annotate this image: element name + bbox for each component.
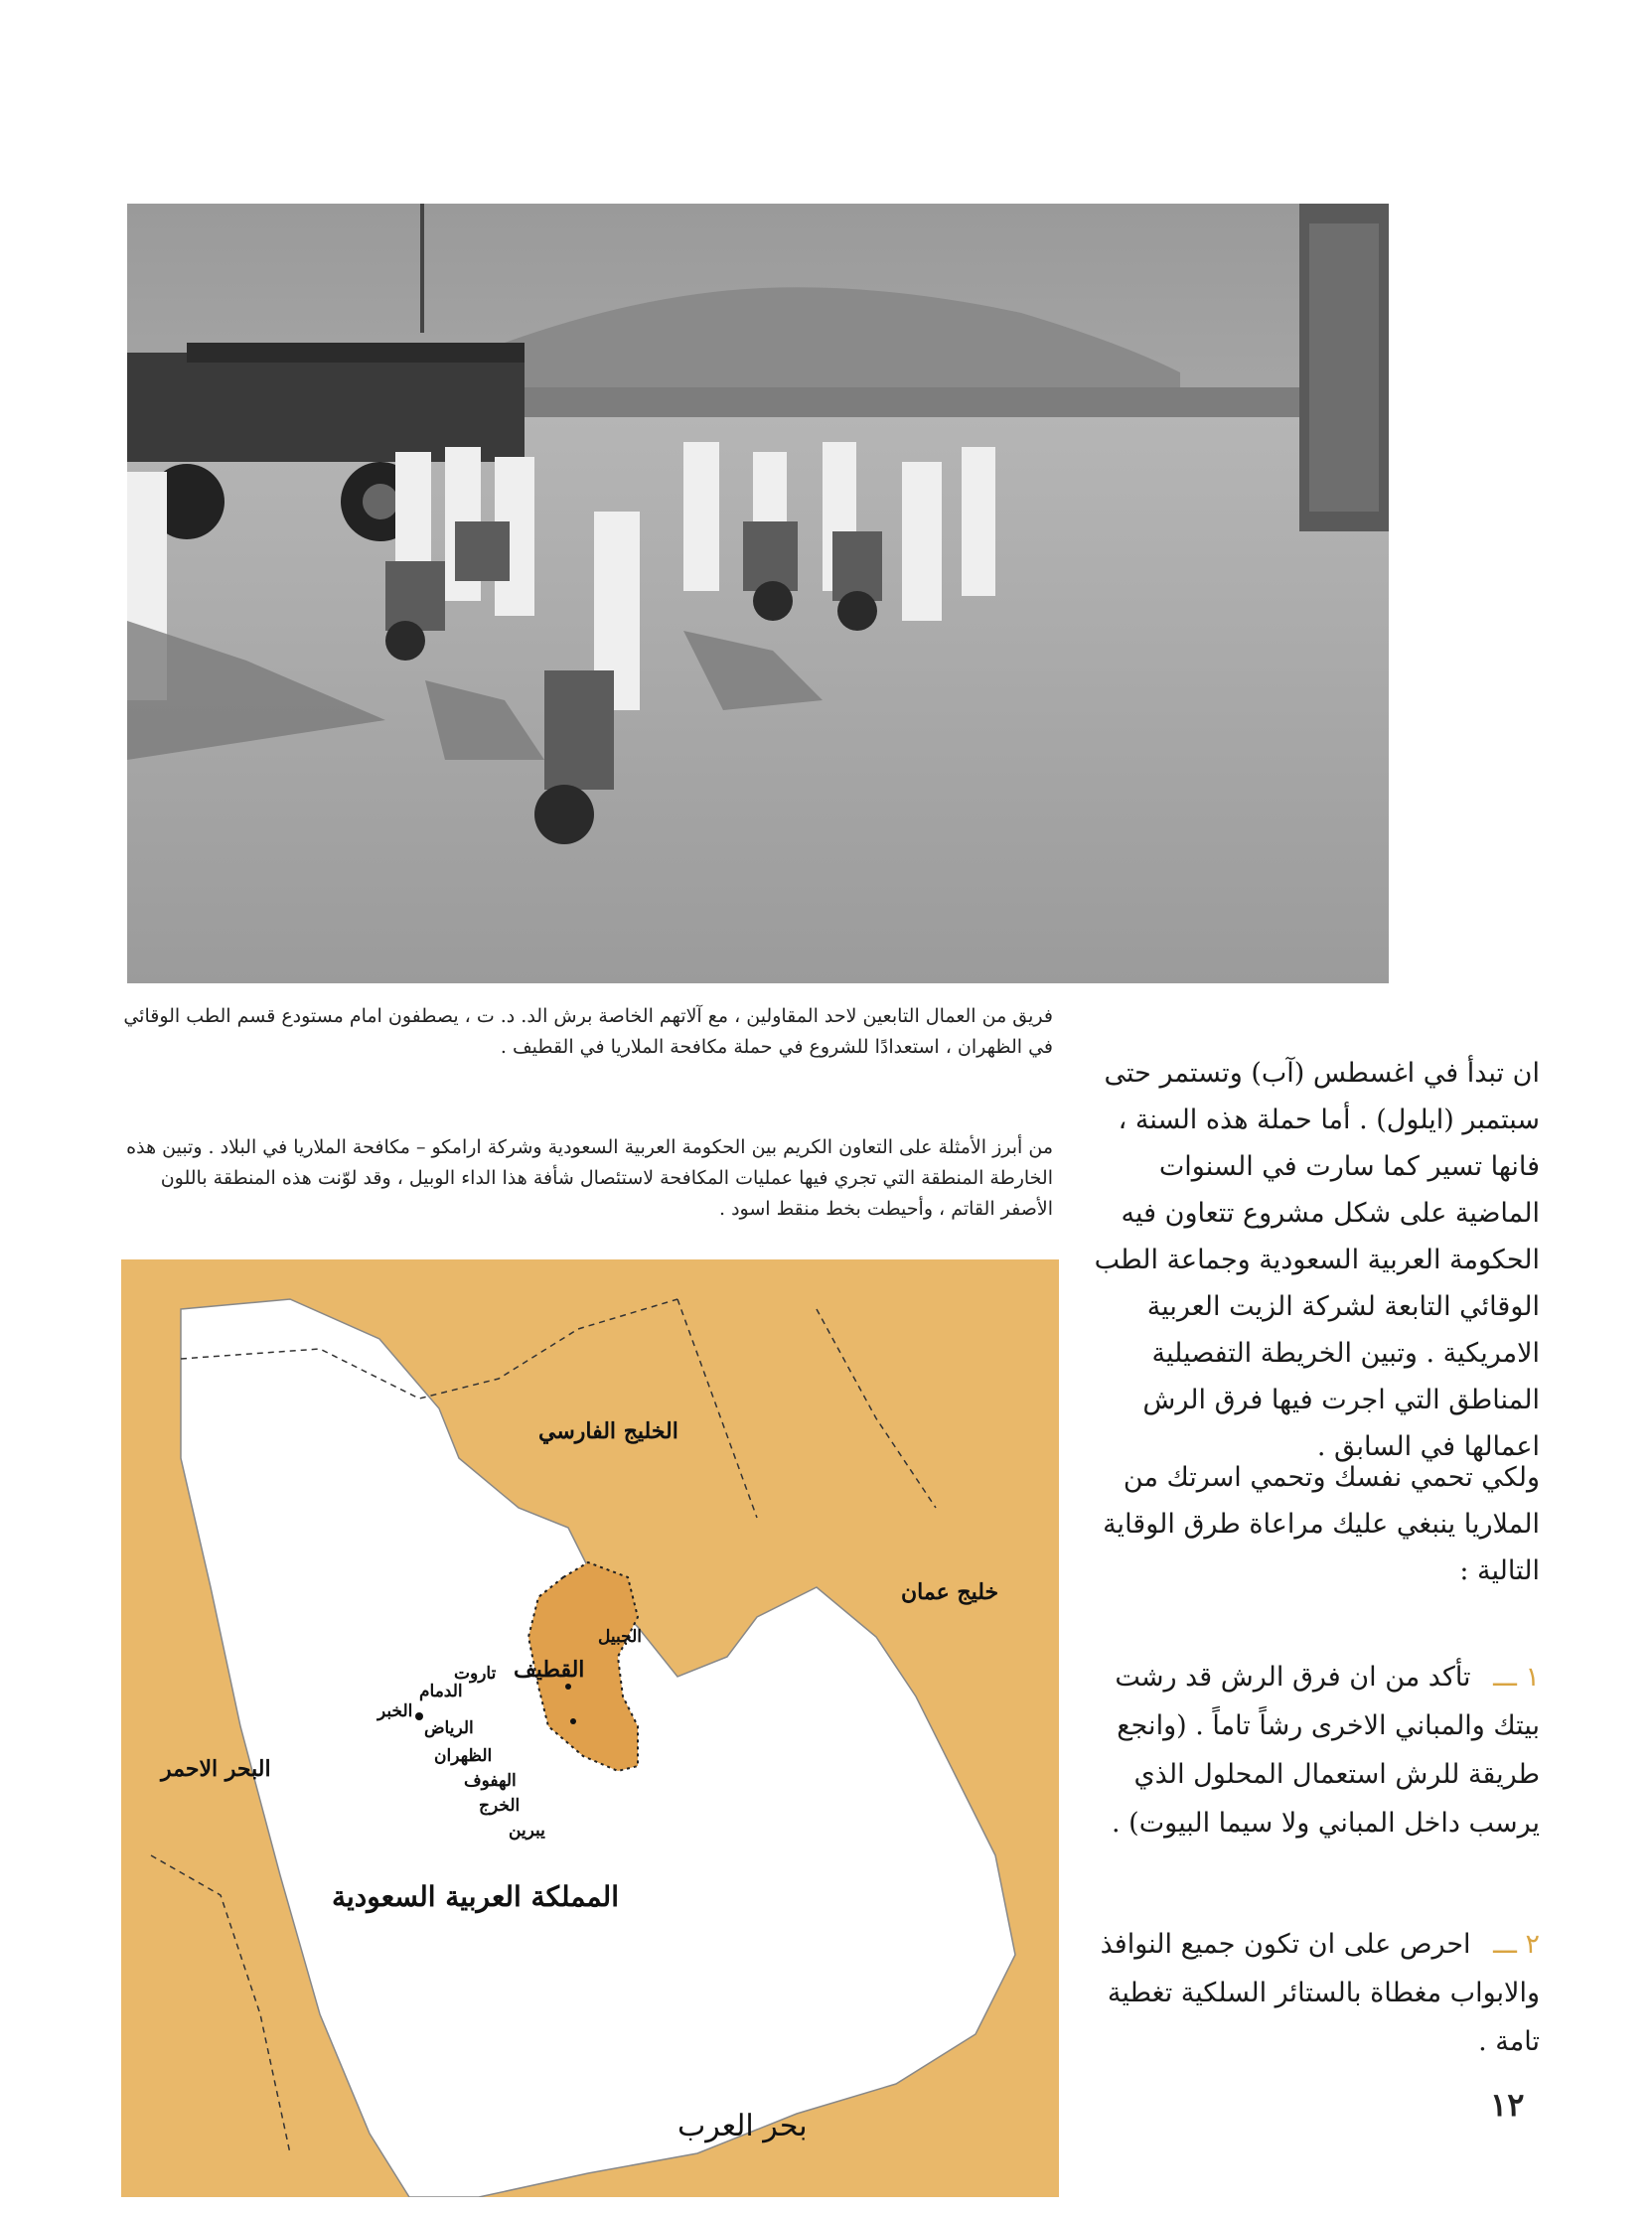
city-yabrin: يبرين bbox=[509, 1821, 545, 1841]
item-2-text: احرص على ان تكون جميع النوافذ والابواب مغطاة بالستائر السلكية تغطية تامة . bbox=[1100, 1929, 1540, 2057]
paragraph-1: ان تبدأ في اغسطس (آب) وتستمر حتى سبتمبر (ايلول) . أما حملة هذه السنة ، فانها تسير كما سارت في السنوات الماضية على شكل مشروع تتعاون فيه الحكومة العربية السعودية وجماعة الطب الوقائي التابعة لشركة الزيت العربية الامريكية . وتبين الخريطة التفصيلية المناطق التي اجرت فيها فرق الرش اعمالها في السابق . bbox=[1094, 1058, 1540, 1462]
prevention-item-1 bbox=[1088, 1653, 1540, 1847]
city-khobar: الخبر bbox=[377, 1701, 413, 1721]
item-1-number: ١ ـــ bbox=[1493, 1662, 1540, 1693]
country-label: المملكة العربية السعودية bbox=[332, 1880, 619, 1913]
city-kharj: الخرج bbox=[479, 1796, 521, 1816]
prevention-item-2 bbox=[1088, 1920, 1540, 2066]
oman-label: خليج عمان bbox=[901, 1579, 999, 1605]
photo-caption: فريق من العمال التابعين لاحد المقاولين ، مع آلاتهم الخاصة برش الد. د. ت ، يصطفون امام مستودع قسم الطب الوقائي في الظهران ، استعدادًا للشروع في حملة مكافحة الملاريا في القطيف . bbox=[123, 1005, 1053, 1058]
item-1-text: تأكد من ان فرق الرش قد رشت بيتك والمباني الاخرى رشاً تاماً . (وانجع طريقة للرش استعمال المحلول الذي يرسب داخل المباني ولا سيما البيوت) . bbox=[1112, 1662, 1540, 1839]
item-2-number: ٢ ـــ bbox=[1493, 1929, 1540, 1960]
page-number: ١٢ bbox=[1490, 2086, 1525, 2124]
arabian-sea-label: بحر العرب bbox=[677, 2109, 808, 2143]
gulf-label: الخليج الفارسي bbox=[538, 1418, 678, 1444]
city-dammam: الدمام bbox=[419, 1682, 463, 1701]
city-riyadh: الرياض bbox=[424, 1718, 474, 1738]
red-sea-label: البحر الاحمر bbox=[161, 1756, 271, 1782]
paragraph-2: ولكي تحمي نفسك وتحمي اسرتك من الملاريا ينبغي عليك مراعاة طرق الوقاية التالية : bbox=[1103, 1462, 1540, 1586]
city-qatif: القطيف bbox=[514, 1657, 585, 1683]
workers-photo bbox=[127, 204, 1389, 983]
city-dhahran: الظهران bbox=[434, 1746, 493, 1766]
map-caption: من أبرز الأمثلة على التعاون الكريم بين الحكومة العربية السعودية وشركة ارامكو – مكافحة الملاريا في البلاد . وتبين هذه الخارطة المنطقة التي تجري فيها عمليات المكافحة لاستئصال شأفة هذا الداء الوبيل ، وقد لوّنت هذه المنطقة باللون الأصفر القاتم ، وأحيطت بخط منقط اسود . bbox=[126, 1136, 1053, 1220]
saudi-arabia-map bbox=[121, 1259, 1059, 2197]
city-hofuf: الهفوف bbox=[464, 1771, 517, 1791]
city-jubail: الجبيل bbox=[598, 1627, 643, 1647]
city-tarut: تاروت bbox=[454, 1664, 497, 1684]
